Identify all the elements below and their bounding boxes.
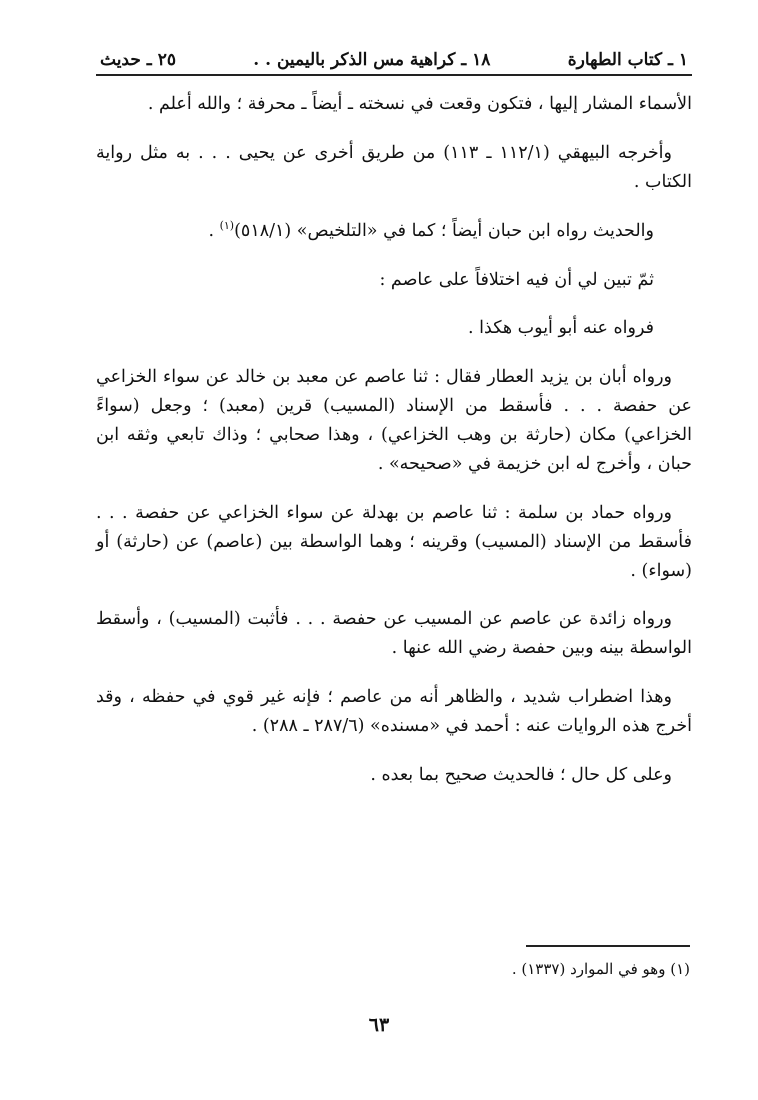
paragraph-6: ورواه أبان بن يزيد العطار فقال : ثنا عاصم عن معبد بن خالد عن سواء الخزاعي عن حفصة . . . فأسقط من الإسناد (المسيب) قرين (معبد) ؛ وجعل (سواءً الخزاعي) مكان (حارثة بن وهب الخزاعي) ، وهذا صحابي ؛ وذاك تابعي وثقه ابن حبان ، وأخرج له ابن خزيمة في «صحيحه» . — [96, 367, 692, 474]
paragraph-8: ورواه زائدة عن عاصم عن المسيب عن حفصة . . . فأثبت (المسيب) ، وأسقط الواسطة بينه وبين حفصة رضي الله عنها . — [96, 609, 692, 659]
paragraph-4: ثمّ تبين لي أن فيه اختلافاً على عاصم : — [379, 269, 654, 290]
running-header — [96, 50, 692, 76]
paragraph-2: وأخرجه البيهقي (١١٢/١ ـ ١١٣) من طريق أخرى عن يحيى . . . به مثل رواية الكتاب . — [96, 142, 692, 192]
paragraph-3-text: والحديث رواه ابن حبان أيضاً ؛ كما في «التلخيص» (٥١٨/١) — [234, 220, 654, 241]
header-hadith-number: ٢٥ ـ حديث — [100, 50, 176, 70]
paragraph-3 — [96, 217, 692, 246]
page — [96, 50, 692, 810]
header-section: ١٨ ـ كراهية مس الذكر باليمين . . — [253, 50, 491, 70]
paragraph-9: وهذا اضطراب شديد ، والظاهر أنه من عاصم ؛ فإنه غير قوي في حفظه ، وقد أخرج هذه الروايات عنه : أحمد في «مسنده» (٢٨٧/٦ ـ ٢٨٨) . — [96, 687, 692, 736]
paragraph-1: الأسماء المشار إليها ، فتكون وقعت في نسخته ـ أيضاً ـ محرفة ؛ والله أعلم . — [147, 94, 692, 114]
body-text — [96, 90, 692, 790]
footnote-reference[interactable]: (١) — [219, 218, 235, 232]
header-chapter: ١ ـ كتاب الطهارة — [567, 50, 688, 70]
paragraph-3-end: . — [208, 220, 220, 241]
paragraph-7: ورواه حماد بن سلمة : ثنا عاصم بن بهدلة عن سواء الخزاعي عن حفصة . . . فأسقط من الإسناد (المسيب) وقرينه ؛ وهما الواسطة بين (عاصم) عن (حارثة) أو (سواء) . — [96, 502, 692, 581]
footnote-divider — [526, 945, 690, 947]
footnote: (١) وهو في الموارد (١٣٣٧) . — [511, 960, 690, 978]
paragraph-10: وعلى كل حال ؛ فالحديث صحيح بما بعده . — [370, 764, 672, 785]
paragraph-5: فرواه عنه أبو أيوب هكذا . — [468, 318, 654, 339]
page-number: ٦٣ — [368, 1014, 390, 1036]
